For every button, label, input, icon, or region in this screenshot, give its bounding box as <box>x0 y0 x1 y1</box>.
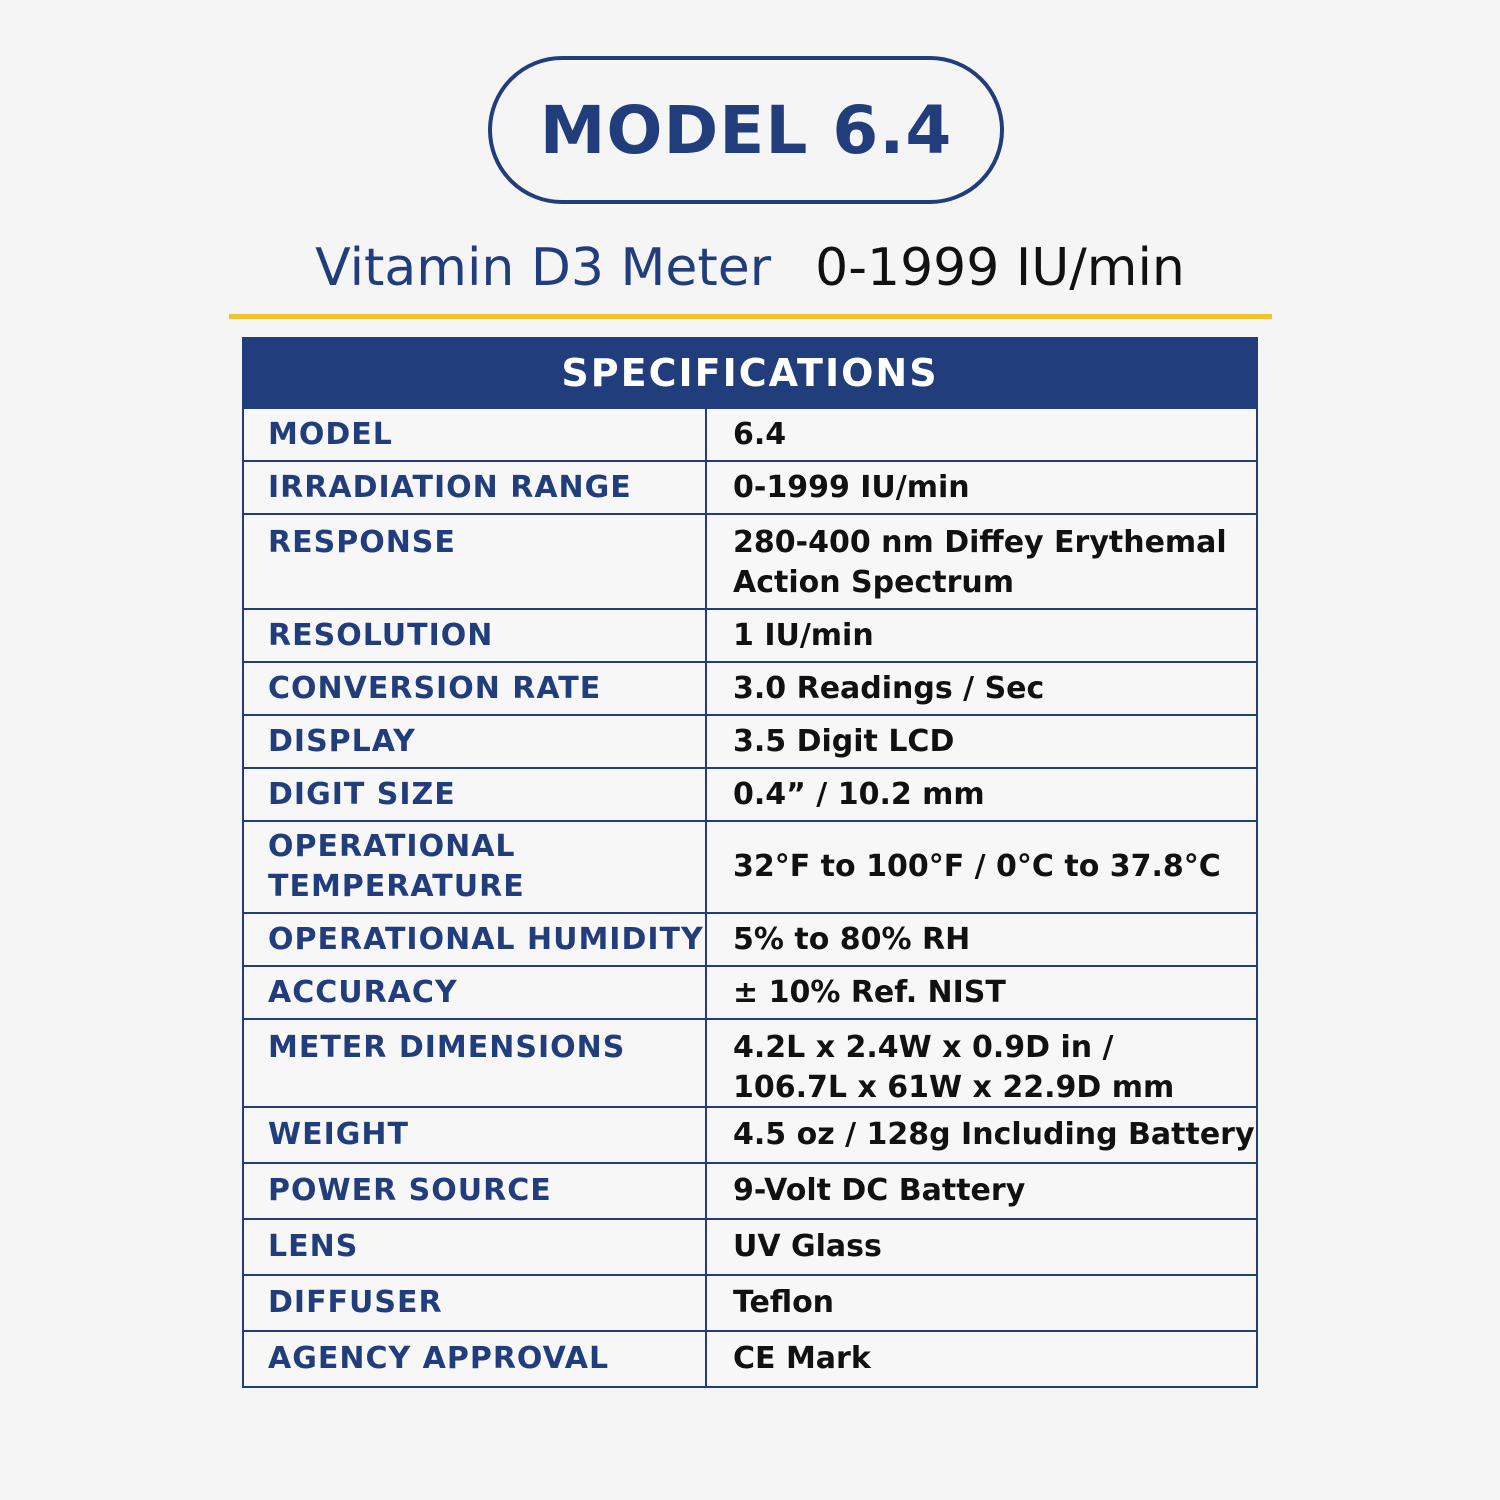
spec-value: 3.5 Digit LCD <box>733 723 955 759</box>
spec-value: ± 10% Ref. NIST <box>733 974 1006 1010</box>
spec-value: 4.2L x 2.4W x 0.9D in / 106.7L x 61W x 22.9D mm <box>733 1030 1175 1105</box>
spec-row-lens <box>244 1218 1256 1274</box>
spec-value: UV Glass <box>733 1229 882 1264</box>
spec-row-accuracy <box>244 965 1256 1018</box>
spec-value: 0.4” / 10.2 mm <box>733 776 985 812</box>
spec-row-irradiation-range <box>244 460 1256 513</box>
spec-row-digit-size <box>244 767 1256 820</box>
spec-label: MODEL <box>244 409 707 460</box>
spec-row-model <box>244 407 1256 460</box>
spec-value: 1 IU/min <box>733 617 874 653</box>
spec-label: DIGIT SIZE <box>244 769 707 820</box>
spec-label: POWER SOURCE <box>244 1164 707 1218</box>
spec-label: OPERATIONAL TEMPERATURE <box>244 822 707 912</box>
spec-label: OPERATIONAL HUMIDITY <box>244 914 707 965</box>
product-subtitle <box>0 232 1500 304</box>
spec-label: METER DIMENSIONS <box>244 1020 707 1106</box>
spec-label: WEIGHT <box>244 1108 707 1162</box>
spec-value: 9-Volt DC Battery <box>733 1173 1026 1208</box>
spec-row-display <box>244 714 1256 767</box>
spec-value: 0-1999 IU/min <box>733 469 970 505</box>
spec-label: DISPLAY <box>244 716 707 767</box>
model-title: MODEL 6.4 <box>539 91 953 169</box>
spec-row-meter-dimensions <box>244 1018 1256 1106</box>
model-badge <box>488 56 1004 204</box>
spec-label: AGENCY APPROVAL <box>244 1332 707 1386</box>
spec-label: DIFFUSER <box>244 1276 707 1330</box>
specifications-header: SPECIFICATIONS <box>244 339 1256 407</box>
spec-row-diffuser <box>244 1274 1256 1330</box>
product-name: Vitamin D3 Meter <box>315 238 772 298</box>
spec-value: 5% to 80% RH <box>733 921 971 957</box>
spec-value: CE Mark <box>733 1341 871 1376</box>
spec-label: CONVERSION RATE <box>244 663 707 714</box>
spec-value: 3.0 Readings / Sec <box>733 670 1045 706</box>
spec-row-response <box>244 513 1256 608</box>
spec-row-operational-temperature <box>244 820 1256 912</box>
spec-value: 32°F to 100°F / 0°C to 37.8°C <box>733 849 1221 884</box>
product-range: 0-1999 IU/min <box>815 238 1185 298</box>
spec-value: 6.4 <box>733 416 787 452</box>
spec-row-agency-approval <box>244 1330 1256 1386</box>
gold-divider <box>229 314 1272 319</box>
spec-label: LENS <box>244 1220 707 1274</box>
spec-label: RESOLUTION <box>244 610 707 661</box>
spec-row-operational-humidity <box>244 912 1256 965</box>
specifications-table <box>242 337 1258 1388</box>
spec-value: 280-400 nm Diffey Erythemal Action Spectrum <box>733 525 1227 600</box>
spec-row-weight <box>244 1106 1256 1162</box>
spec-row-conversion-rate <box>244 661 1256 714</box>
spec-label: IRRADIATION RANGE <box>244 462 707 513</box>
spec-value: Teflon <box>733 1285 835 1320</box>
spec-label: ACCURACY <box>244 967 707 1018</box>
spec-row-power-source <box>244 1162 1256 1218</box>
spec-label: RESPONSE <box>244 515 707 608</box>
spec-value: 4.5 oz / 128g Including Battery <box>733 1117 1255 1152</box>
spec-row-resolution <box>244 608 1256 661</box>
